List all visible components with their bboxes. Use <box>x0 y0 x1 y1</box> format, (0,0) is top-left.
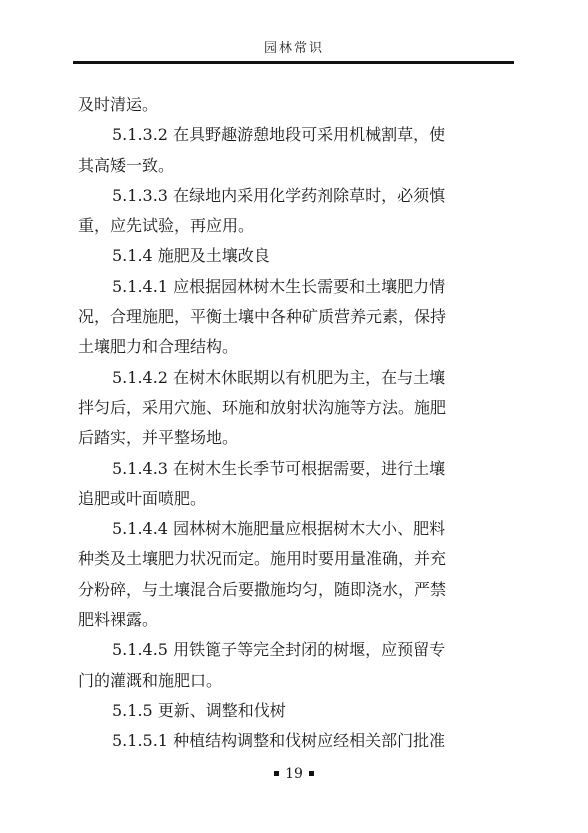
footer-bullet-right <box>309 771 314 776</box>
text-line: 拌匀后，采用穴施、环施和放射状沟施等方法。施肥 <box>78 397 447 417</box>
text-line: 重，应先试验，再应用。 <box>78 216 255 236</box>
running-header: 园林常识 <box>263 41 324 56</box>
text-line: 5.1.4 施肥及土壤改良 <box>112 246 270 266</box>
header-rule <box>73 61 514 64</box>
text-line: 5.1.4.4 园林树木施肥量应根据树木大小、肥料 <box>112 519 446 539</box>
page-number: 19 <box>285 766 303 782</box>
page-footer <box>0 766 588 782</box>
text-line: 后踏实，并平整场地。 <box>78 428 239 448</box>
text-line: 种类及土壤肥力状况而定。施用时要用量准确，并充 <box>78 549 447 569</box>
text-line: 5.1.3.3 在绿地内采用化学药剂除草时，必须慎 <box>112 185 446 205</box>
body-text <box>78 90 514 757</box>
text-line: 土壤肥力和合理结构。 <box>78 337 239 357</box>
text-line: 分粉碎，与土壤混合后要撒施均匀，随即浇水，严禁 <box>78 579 447 599</box>
text-line: 5.1.4.5 用铁篦子等完全封闭的树堰，应预留专 <box>112 640 446 660</box>
text-line: 5.1.4.2 在树木休眠期以有机肥为主，在与土壤 <box>112 367 446 387</box>
text-line: 5.1.3.2 在具野趣游憩地段可采用机械割草，使 <box>112 125 446 145</box>
text-line: 5.1.4.3 在树木生长季节可根据需要，进行土壤 <box>112 458 446 478</box>
text-line: 门的灌溉和施肥口。 <box>78 670 223 690</box>
text-line: 5.1.5 更新、调整和伐树 <box>112 700 286 720</box>
text-line: 5.1.5.1 种植结构调整和伐树应经相关部门批准 <box>112 731 446 751</box>
text-line: 其高矮一致。 <box>78 155 175 175</box>
text-line: 5.1.4.1 应根据园林树木生长需要和土壤肥力情 <box>112 276 446 296</box>
text-line: 肥料裸露。 <box>78 610 159 630</box>
text-line: 追肥或叶面喷肥。 <box>78 488 207 508</box>
footer-bullet-left <box>274 771 279 776</box>
text-line: 及时清运。 <box>78 95 159 114</box>
text-line: 况，合理施肥，平衡土壤中各种矿质营养元素，保持 <box>78 307 447 327</box>
